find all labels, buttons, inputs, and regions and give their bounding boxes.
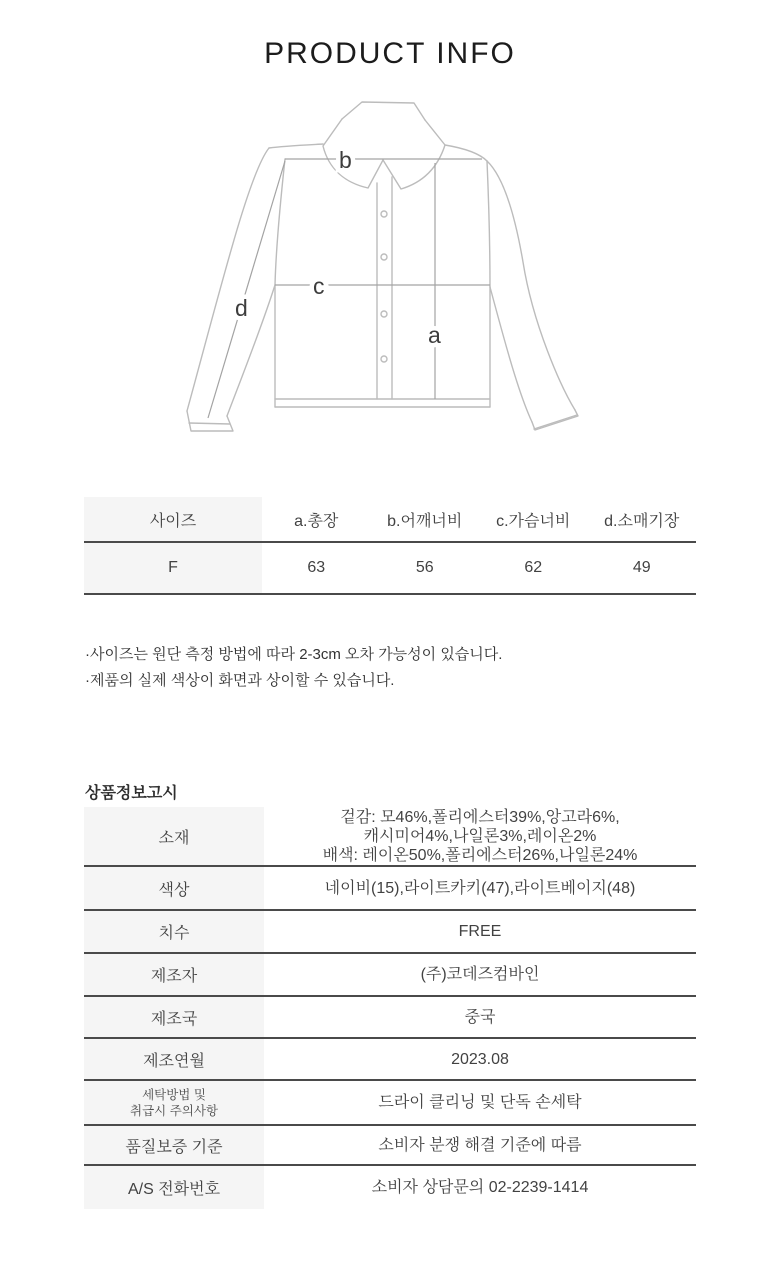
size-value-total-length: 63 xyxy=(307,559,326,576)
info-value-quality: 소비자 분쟁 해결 기준에 따름 xyxy=(378,1136,582,1154)
size-table xyxy=(84,497,696,595)
info-row-size xyxy=(84,909,696,952)
size-table-header-size: 사이즈 xyxy=(84,497,262,542)
product-disclosure-heading: 상품정보고시 xyxy=(85,785,178,802)
info-row-material xyxy=(84,807,696,865)
info-row-manufacturer xyxy=(84,952,696,995)
dim-label-b: b xyxy=(339,147,352,173)
jacket-measurement-diagram xyxy=(165,97,615,477)
info-value-size: FREE xyxy=(458,923,502,940)
size-table-header-row xyxy=(84,497,696,542)
info-row-washing xyxy=(84,1079,696,1124)
size-notes xyxy=(85,642,780,694)
info-label-country: 제조국 xyxy=(84,997,264,1037)
info-label-size: 치수 xyxy=(84,911,264,952)
info-row-manufacture-date xyxy=(84,1037,696,1079)
info-label-manufacture-date: 제조연월 xyxy=(84,1039,264,1079)
size-value-size: F xyxy=(84,542,262,594)
size-table-header-chest: c.가슴너비 xyxy=(496,512,571,530)
info-label-color: 색상 xyxy=(84,867,264,909)
info-label-as-phone: A/S 전화번호 xyxy=(84,1166,264,1209)
info-row-color xyxy=(84,865,696,909)
info-label-material: 소재 xyxy=(84,807,264,865)
size-table-header-total-length: a.총장 xyxy=(294,512,339,530)
info-value-country: 중국 xyxy=(464,1008,496,1026)
size-table-header-sleeve: d.소매기장 xyxy=(604,512,680,530)
info-row-as-phone xyxy=(84,1164,696,1209)
size-note-color: ·제품의 실제 색상이 화면과 상이할 수 있습니다. xyxy=(85,672,395,689)
page-title: PRODUCT INFO xyxy=(264,37,516,70)
washing-label-line-1: 세탁방법 및 xyxy=(142,1087,206,1102)
product-disclosure-table xyxy=(84,807,696,1209)
info-row-quality xyxy=(84,1124,696,1164)
info-value-manufacture-date: 2023.08 xyxy=(451,1050,509,1068)
material-line-3: 배색: 레이온50%,폴리에스터26%,나일론24% xyxy=(322,846,638,864)
info-row-country xyxy=(84,995,696,1037)
info-value-manufacturer: (주)코데즈컴바인 xyxy=(420,966,540,983)
dim-label-c: c xyxy=(313,273,325,299)
info-label-washing xyxy=(84,1081,264,1124)
material-line-1: 겉감: 모46%,폴리에스터39%,앙고라6%, xyxy=(340,808,620,826)
washing-label-line-2: 취급시 주의사항 xyxy=(130,1103,218,1118)
info-value-as-phone: 소비자 상담문의 02-2239-1414 xyxy=(371,1179,589,1196)
info-value-washing: 드라이 클리닝 및 단독 손세탁 xyxy=(378,1094,582,1111)
size-table-header-shoulder: b.어깨너비 xyxy=(387,512,463,530)
button-dot xyxy=(381,356,387,362)
size-table-data-row xyxy=(84,542,696,594)
jacket-sketch xyxy=(165,97,615,477)
size-value-shoulder: 56 xyxy=(415,559,434,576)
size-value-sleeve: 49 xyxy=(632,559,651,576)
button-dot xyxy=(381,254,387,260)
info-value-color: 네이비(15),라이트카키(47),라이트베이지(48) xyxy=(324,879,636,897)
product-info-page xyxy=(0,37,780,1278)
dim-label-a: a xyxy=(428,322,441,348)
size-value-chest: 62 xyxy=(524,559,543,576)
size-note-tolerance: ·사이즈는 원단 측정 방법에 따라 2-3cm 오차 가능성이 있습니다. xyxy=(85,646,503,663)
material-line-2: 캐시미어4%,나일론3%,레이온2% xyxy=(363,827,597,845)
info-label-manufacturer: 제조자 xyxy=(84,954,264,995)
dim-label-d: d xyxy=(235,295,248,321)
button-dot xyxy=(381,311,387,317)
info-label-quality: 품질보증 기준 xyxy=(84,1126,264,1164)
button-dot xyxy=(381,211,387,217)
info-value-material xyxy=(264,807,696,865)
